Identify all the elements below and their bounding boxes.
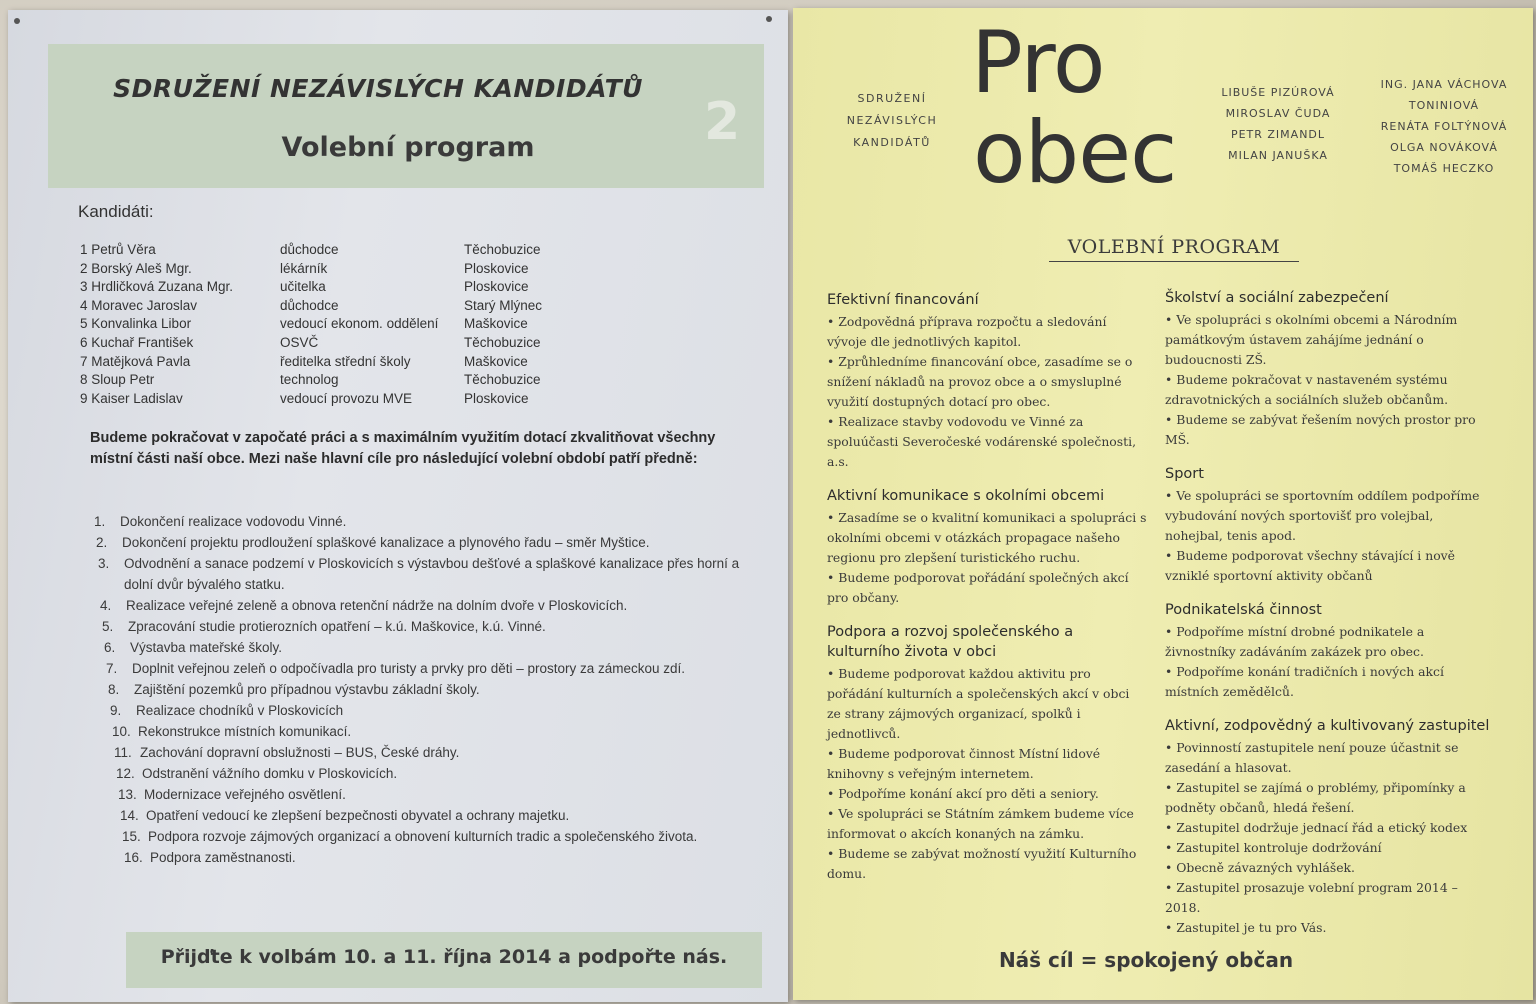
candidate-job: technolog xyxy=(280,372,339,388)
candidate-row xyxy=(80,335,640,354)
candidate-name: ING. JANA VÁCHOVA TONINIOVÁ xyxy=(1380,78,1508,112)
section-item: • Zastupitel je tu pro Vás. xyxy=(1165,918,1495,938)
goal-number: 3. xyxy=(98,556,110,571)
goal-item xyxy=(94,616,764,637)
goal-text: Výstavba mateřské školy. xyxy=(130,640,283,655)
section-item: • Budeme podporovat pořádání společných akcí pro občany. xyxy=(827,568,1147,608)
program-title: VOLEBNÍ PROGRAM xyxy=(1049,236,1299,262)
section-item: • Zastupitel dodržuje jednací řád a etický kodex xyxy=(1165,818,1495,838)
goal-text: Odstranění vážního domku v Ploskovicích. xyxy=(142,766,398,781)
goal-text: Zpracování studie protierozních opatření – k.ú. Maškovice, k.ú. Vinné. xyxy=(128,619,546,634)
candidate-name: 6 Kuchař František xyxy=(80,334,194,350)
program-section xyxy=(827,290,1147,472)
section-heading: Efektivní financování xyxy=(827,292,979,308)
goal-number: 1. xyxy=(94,514,106,529)
goal-number: 15. xyxy=(122,829,141,844)
candidate-name: MIROSLAV ČUDA xyxy=(1225,107,1331,120)
right-poster xyxy=(793,8,1533,1000)
section-item: • Ve spolupráci se Státním zámkem budeme více informovat o akcích konaných na zámku. xyxy=(827,804,1147,844)
goal-item xyxy=(94,595,764,616)
candidate-town: Ploskovice xyxy=(464,260,529,276)
goal-item xyxy=(94,784,764,805)
goal-text: Dokončení realizace vodovodu Vinné. xyxy=(120,514,347,529)
section-item: • Budeme pokračovat v nastaveném systému zdravotnických a sociálních služeb občanům. xyxy=(1165,370,1495,410)
goal-text: Zachování dopravní obslužnosti – BUS, České dráhy. xyxy=(140,745,460,760)
pin xyxy=(14,18,20,24)
candidate-job: důchodce xyxy=(280,242,339,257)
goal-item xyxy=(94,826,764,847)
goal-text: Rekonstrukce místních komunikací. xyxy=(138,724,352,739)
goal-number: 5. xyxy=(102,619,114,634)
candidate-town: Starý Mlýnec xyxy=(464,297,543,313)
right-footer-text: Náš cíl = spokojený občan xyxy=(998,948,1294,972)
candidate-name: 9 Kaiser Ladislav xyxy=(80,390,183,406)
program-section xyxy=(827,622,1147,884)
left-poster-title: SDRUŽENÍ NEZÁVISLÝCH KANDIDÁTŮ xyxy=(113,74,643,103)
section-item: • Zastupitel se zajímá o problémy, připomínky a podněty občanů, hledá řešení. xyxy=(1165,778,1495,818)
candidate-town: Těchobuzice xyxy=(464,334,541,350)
goal-text: Modernizace veřejného osvětlení. xyxy=(144,787,346,802)
goal-number: 8. xyxy=(108,682,120,697)
candidates-table xyxy=(80,242,640,409)
candidate-row xyxy=(80,279,640,298)
org-line: SDRUŽENÍ xyxy=(857,92,927,105)
goal-number: 9. xyxy=(110,703,122,718)
program-section xyxy=(1165,464,1495,586)
goal-item xyxy=(94,553,764,595)
candidate-row xyxy=(80,242,640,261)
goal-number: 13. xyxy=(118,787,137,802)
program-column-left xyxy=(827,290,1147,898)
left-poster-subtitle: Volební program xyxy=(281,132,535,163)
candidate-row xyxy=(80,298,640,317)
candidate-row xyxy=(80,261,640,280)
candidate-name: 2 Borský Aleš Mgr. xyxy=(80,260,192,276)
goal-number: 4. xyxy=(100,598,112,613)
section-item: • Budeme podporovat každou aktivitu pro pořádání kulturních a společenských akcí v obci ze strany zájmových organizací, spolků i jednotlivců. xyxy=(827,664,1147,744)
section-item: • Budeme podporovat činnost Místní lidové knihovny s veřejným internetem. xyxy=(827,744,1147,784)
candidate-town: Maškovice xyxy=(464,316,528,332)
candidate-job: OSVČ xyxy=(280,334,319,350)
candidate-name: PETR ZIMANDL xyxy=(1230,128,1326,141)
program-section xyxy=(827,486,1147,608)
section-item: • Podpoříme konání akcí pro děti a seniory. xyxy=(827,784,1147,804)
right-org-name xyxy=(837,88,947,154)
program-section xyxy=(1165,600,1495,702)
section-item: • Budeme podporovat všechny stávající i nově vzniklé sportovní aktivity občanů xyxy=(1165,546,1495,586)
left-footer-text: Přijďte k volbám 10. a 11. října 2014 a podpořte nás. xyxy=(160,946,728,968)
pin xyxy=(766,16,772,22)
candidate-job: vedoucí ekonom. oddělení xyxy=(280,316,439,332)
section-item: • Ve spolupráci s okolními obcemi a Národním památkovým ústavem zahájíme jednání o budoucnosti ZŠ. xyxy=(1165,310,1495,370)
candidate-name: 3 Hrdličková Zuzana Mgr. xyxy=(80,279,234,295)
section-item: • Budeme se zabývat řešením nových prostor pro MŠ. xyxy=(1165,410,1495,450)
candidate-row xyxy=(80,372,640,391)
candidate-job: vedoucí provozu MVE xyxy=(280,390,413,406)
goal-text: Zajištění pozemků pro případnou výstavbu základní školy. xyxy=(134,682,480,697)
section-item: • Povinností zastupitele není pouze účastnit se zasedání a hlasovat. xyxy=(1165,738,1495,778)
goal-item xyxy=(94,637,764,658)
left-poster xyxy=(8,10,788,1002)
candidate-town: Maškovice xyxy=(464,353,528,369)
goal-item xyxy=(94,511,764,532)
goal-item xyxy=(94,679,764,700)
goal-item xyxy=(94,847,764,868)
left-footer-band xyxy=(126,932,762,988)
goal-number: 14. xyxy=(120,808,139,823)
candidate-job: lékárník xyxy=(280,260,328,276)
section-heading: Podpora a rozvoj společenského a kulturního života v obci xyxy=(827,624,1074,660)
goal-text: Doplnit veřejnou zeleň o odpočívadla pro turisty a prvky pro děti – prostory za zámeckou zdí. xyxy=(132,661,686,676)
left-header-band xyxy=(48,44,764,188)
section-item: • Ve spolupráci se sportovním oddílem podpoříme vybudování nových sportovišť pro volejbal, nohejbal, tenis apod. xyxy=(1165,486,1495,546)
goal-number: 16. xyxy=(124,850,143,865)
section-item: • Obecně závazných vyhlášek. xyxy=(1165,858,1495,878)
goal-text: Dokončení projektu prodloužení splaškové kanalizace a plynového řadu – směr Myštice. xyxy=(122,535,650,550)
org-line: NEZÁVISLÝCH xyxy=(846,114,938,127)
goal-text: Opatření vedoucí ke zlepšení bezpečnosti obyvatel a ochrany majetku. xyxy=(146,808,570,823)
section-item: • Realizace stavby vodovodu ve Vinné za spoluúčasti Severočeské vodárenské společnosti, a.s. xyxy=(827,412,1147,472)
candidate-names-col1 xyxy=(1193,82,1363,166)
goal-text: Realizace chodníků v Ploskovicích xyxy=(136,703,344,718)
candidate-name: 1 Petrů Věra xyxy=(80,242,156,257)
goal-item xyxy=(94,658,764,679)
candidate-town: Ploskovice xyxy=(464,390,529,406)
goal-item xyxy=(94,721,764,742)
goal-number: 11. xyxy=(114,745,132,760)
goal-number: 10. xyxy=(112,724,131,739)
candidate-town: Ploskovice xyxy=(464,279,529,295)
candidate-job: učitelka xyxy=(280,279,326,295)
candidate-name: TOMÁŠ HECZKO xyxy=(1393,162,1495,175)
section-item: • Podpoříme konání tradičních i nových akcí místních zemědělců. xyxy=(1165,662,1495,702)
goal-number: 7. xyxy=(106,661,118,676)
section-item: • Zasadíme se o kvalitní komunikaci a spolupráci s okolními obcemi v otázkách propagace našeho regionu pro zlepšení turistického ruchu. xyxy=(827,508,1147,568)
candidate-name: LIBUŠE PIZÚROVÁ xyxy=(1221,86,1335,99)
logo-obec: obec xyxy=(973,103,1177,203)
section-item: • Budeme se zabývat možností využití Kulturního domu. xyxy=(827,844,1147,884)
section-heading: Aktivní, zodpovědný a kultivovaný zastupitel xyxy=(1165,718,1490,734)
candidate-names-col2 xyxy=(1349,74,1536,179)
org-line: KANDIDÁTŮ xyxy=(853,136,931,149)
goal-number: 12. xyxy=(116,766,135,781)
section-item: • Podpoříme místní drobné podnikatele a živnostníky zadáváním zakázek pro obec. xyxy=(1165,622,1495,662)
program-column-right xyxy=(1165,288,1495,952)
section-item: • Zodpovědná příprava rozpočtu a sledování vývoje dle jednotlivých kapitol. xyxy=(827,312,1147,352)
candidate-name: OLGA NOVÁKOVÁ xyxy=(1390,141,1498,154)
program-intro: Budeme pokračovat v započaté práci a s maximálním využitím dotací zkvalitňovat všechny místní části naší obce. Mezi naše hlavní cíle pro následující volební období patří předně: xyxy=(90,430,716,467)
goals-list xyxy=(94,511,764,868)
candidate-name: 8 Sloup Petr xyxy=(80,372,155,388)
candidate-name: 7 Matějková Pavla xyxy=(80,353,191,369)
section-heading: Školství a sociální zabezpečení xyxy=(1165,290,1389,306)
candidate-name: 5 Konvalinka Libor xyxy=(80,316,192,332)
program-section xyxy=(1165,288,1495,450)
section-item: • Zprůhledníme financování obce, zasadíme se o snížení nákladů na provoz obce a o smysluplné využití dostupných dotací pro obec. xyxy=(827,352,1147,412)
section-item: • Zastupitel kontroluje dodržování xyxy=(1165,838,1495,858)
goal-text: Odvodnění a sanace podzemí v Ploskovicích s výstavbou dešťové a splaškové kanalizace přes horní a dolní dvůr bývalého statku. xyxy=(124,556,740,592)
goal-item xyxy=(94,532,764,553)
candidate-name: RENÁTA FOLTÝNOVÁ xyxy=(1380,120,1508,133)
candidate-row xyxy=(80,391,640,410)
candidate-row xyxy=(80,316,640,335)
candidate-town: Těchobuzice xyxy=(464,372,541,388)
program-section xyxy=(1165,716,1495,938)
goal-number: 2. xyxy=(96,535,108,550)
goal-item xyxy=(94,700,764,721)
section-heading: Sport xyxy=(1165,466,1204,482)
logo-pro: Pro xyxy=(971,13,1105,113)
section-heading: Aktivní komunikace s okolními obcemi xyxy=(827,488,1105,504)
goal-item xyxy=(94,805,764,826)
candidates-heading: Kandidáti: xyxy=(78,202,154,221)
goal-text: Realizace veřejné zeleně a obnova retenční nádrže na dolním dvoře v Ploskovicích. xyxy=(126,598,628,613)
candidate-name: MILAN JANUŠKA xyxy=(1228,149,1328,162)
candidate-row xyxy=(80,354,640,373)
goal-item xyxy=(94,763,764,784)
goal-item xyxy=(94,742,764,763)
candidate-town: Těchobuzice xyxy=(464,242,541,257)
goal-text: Podpora rozvoje zájmových organizací a obnovení kulturních tradic a společenského života. xyxy=(148,829,698,844)
candidate-job: ředitelka střední školy xyxy=(280,353,411,369)
section-heading: Podnikatelská činnost xyxy=(1165,602,1322,618)
goal-number: 6. xyxy=(104,640,116,655)
candidate-job: důchodce xyxy=(280,297,339,313)
section-item: • Zastupitel prosazuje volební program 2014 – 2018. xyxy=(1165,878,1495,918)
goal-text: Podpora zaměstnanosti. xyxy=(150,850,296,865)
candidate-name: 4 Moravec Jaroslav xyxy=(80,297,198,313)
list-number: 2 xyxy=(704,92,741,152)
